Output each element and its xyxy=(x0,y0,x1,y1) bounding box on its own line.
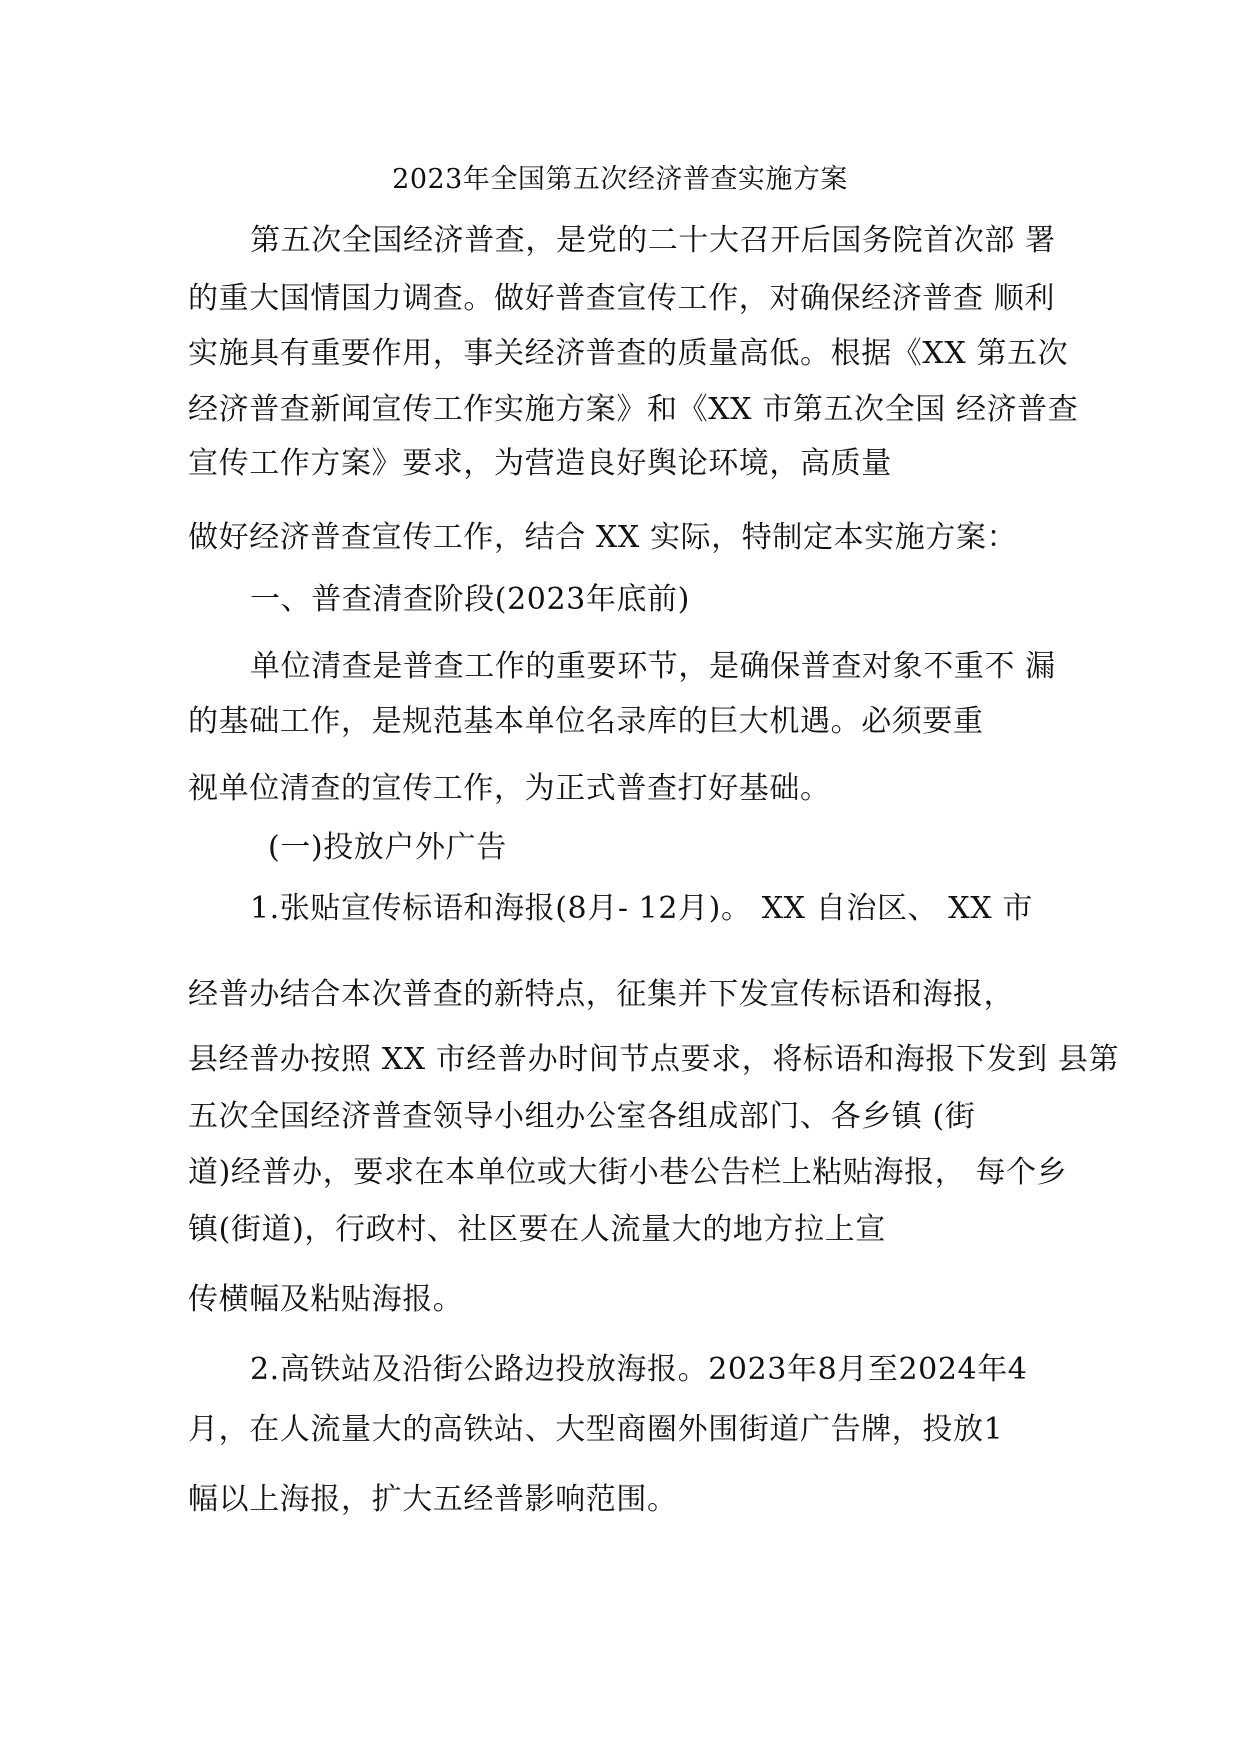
subsection-heading-1: (一)投放户外广告 xyxy=(268,830,507,865)
paragraph-line-2: 的重大国情国力调查。做好普查宣传工作，对确保经济普查 顺利 xyxy=(188,281,1055,316)
paragraph-line-5: 宣传工作方案》要求，为营造良好舆论环境，高质量 xyxy=(188,446,892,481)
paragraph-line-7: 单位清查是普查工作的重要环节，是确保普查对象不重不 漏 xyxy=(250,649,1056,684)
paragraph-line-6: 做好经济普查宣传工作，结合 XX 实际，特制定本实施方案： xyxy=(188,520,1018,555)
item2-line-3: 幅以上海报，扩大五经普影响范围。 xyxy=(188,1482,678,1517)
item-line-6: 镇(街道)，行政村、社区要在人流量大的地方拉上宣 xyxy=(188,1212,886,1247)
item-line-7: 传横幅及粘贴海报。 xyxy=(188,1282,464,1317)
paragraph-line-9: 视单位清查的宣传工作，为正式普查打好基础。 xyxy=(188,771,831,806)
paragraph-line-3: 实施具有重要作用，事关经济普查的质量高低。根据《XX 第五次 xyxy=(188,336,1069,371)
item-line-3: 县经普办按照 XX 市经普办时间节点要求，将标语和海报下发到 县第 xyxy=(188,1042,1120,1077)
paragraph-line-1: 第五次全国经济普查，是党的二十大召开后国务院首次部 署 xyxy=(250,223,1056,258)
section-heading-1: 一、普查清查阶段(2023年底前) xyxy=(250,582,690,617)
paragraph-line-8: 的基础工作，是规范基本单位名录库的巨大机遇。必须要重 xyxy=(188,704,984,739)
item-line-4: 五次全国经济普查领导小组办公室各组成部门、各乡镇 (街 xyxy=(188,1099,976,1134)
paragraph-line-4: 经济普查新闻宣传工作实施方案》和《XX 市第五次全国 经济普查 xyxy=(188,392,1079,427)
item-line-2: 经普办结合本次普查的新特点，征集并下发宣传标语和海报， xyxy=(188,977,1015,1012)
item-line-5: 道)经普办，要求在本单位或大街小巷公告栏上粘贴海报， 每个乡 xyxy=(188,1155,1068,1190)
document-title: 2023年全国第五次经济普查实施方案 xyxy=(392,164,848,195)
item2-line-1: 2.高铁站及沿街公路边投放海报。2023年8月至2024年4 xyxy=(250,1352,1028,1387)
item2-line-2: 月，在人流量大的高铁站、大型商圈外围街道广告牌，投放1 xyxy=(188,1412,1004,1447)
item-line-1: 1.张贴宣传标语和海报(8月- 12月)。 XX 自治区、 XX 市 xyxy=(250,891,1033,926)
